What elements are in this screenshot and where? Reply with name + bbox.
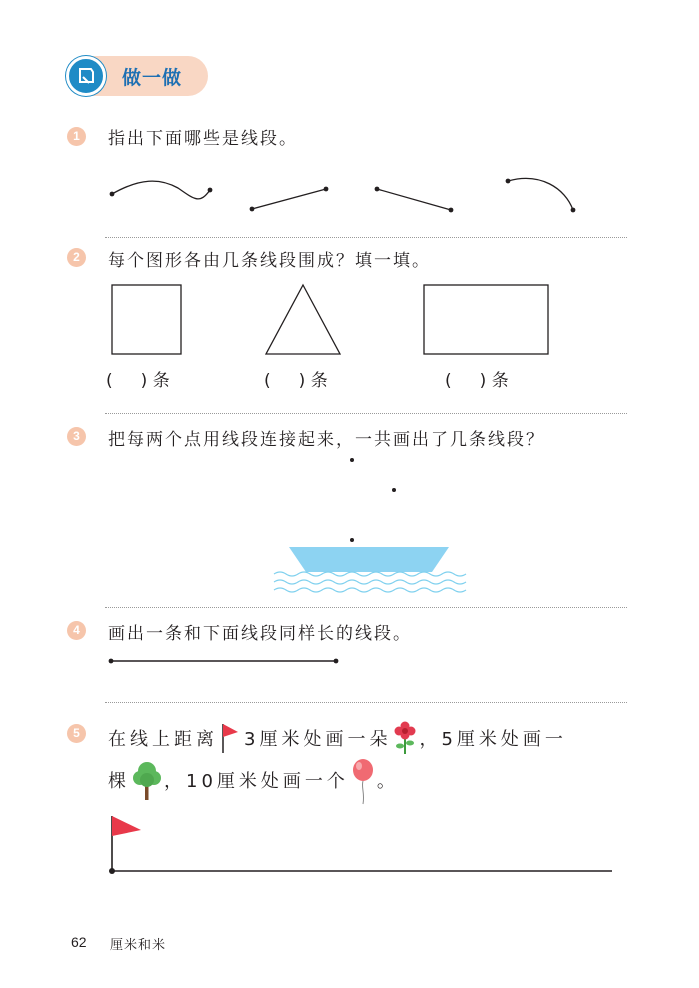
divider xyxy=(105,237,627,238)
question-number-2: 2 xyxy=(67,248,86,267)
question-number-1: 1 xyxy=(67,127,86,146)
tree-icon xyxy=(132,761,162,801)
answer-blank-triangle[interactable]: ( ) 条 xyxy=(264,371,328,391)
chapter-title: 厘米和米 xyxy=(110,938,167,953)
divider xyxy=(105,413,627,414)
water-waves xyxy=(274,572,466,592)
arc-curve xyxy=(506,178,576,212)
q5-drawing-line[interactable] xyxy=(100,808,620,878)
question-5-line-2: 棵 ，10厘米处画一个 。 xyxy=(108,759,399,805)
triangle-shape xyxy=(266,285,340,354)
question-2-text: 每个图形各由几条线段围成？填一填。 xyxy=(108,251,431,271)
start-flag-icon xyxy=(112,816,141,836)
rectangle-shape xyxy=(424,285,548,354)
segment-1 xyxy=(250,187,329,212)
q2-shapes xyxy=(100,278,560,363)
q1-figures xyxy=(100,170,590,220)
flag-icon xyxy=(220,722,242,754)
dot-right[interactable] xyxy=(392,488,396,492)
activity-icon xyxy=(66,56,106,96)
question-3-text: 把每两个点用线段连接起来，一共画出了几条线段？ xyxy=(108,430,545,450)
question-number-3: 3 xyxy=(67,427,86,446)
square-shape xyxy=(112,285,181,354)
start-point xyxy=(109,868,115,874)
section-title: 做一做 xyxy=(122,67,183,89)
divider xyxy=(105,702,627,703)
divider xyxy=(105,607,627,608)
flower-icon xyxy=(393,721,417,755)
question-1-text: 指出下面哪些是线段。 xyxy=(108,129,298,149)
question-number-5: 5 xyxy=(67,724,86,743)
boat-shape xyxy=(289,547,449,572)
question-number-4: 4 xyxy=(67,621,86,640)
q3-boat-scene[interactable] xyxy=(260,450,480,605)
curve-wavy xyxy=(110,181,213,199)
question-4-text: 画出一条和下面线段同样长的线段。 xyxy=(108,624,412,644)
dot-top[interactable] xyxy=(350,458,354,462)
dot-boat[interactable] xyxy=(350,538,354,542)
page-number: 62 xyxy=(71,934,87,950)
answer-blank-square[interactable]: ( ) 条 xyxy=(106,371,170,391)
question-5-line-1: 在线上距离 3厘米处画一朵 ，5厘米处画一 xyxy=(108,721,567,755)
balloon-icon xyxy=(351,759,375,805)
answer-blank-rectangle[interactable]: ( ) 条 xyxy=(445,371,509,391)
reference-segment xyxy=(100,652,350,672)
segment-2 xyxy=(375,187,454,213)
